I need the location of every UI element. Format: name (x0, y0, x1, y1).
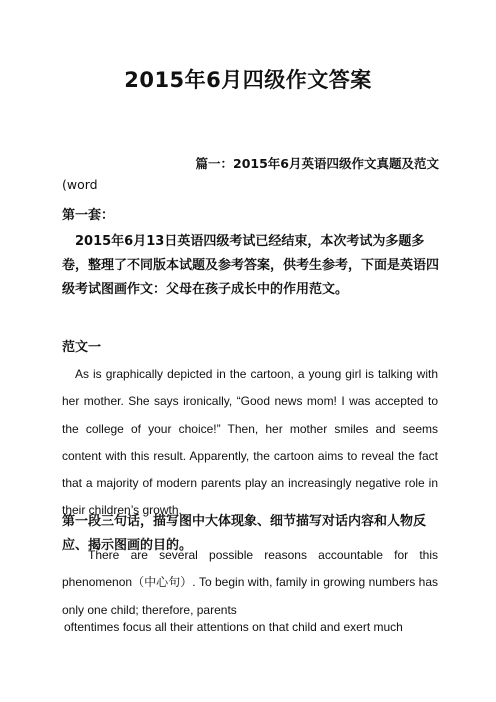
sample-label: 范文一 (62, 340, 102, 355)
sample-paragraph-3: oftentimes focus all their attentions on that child and exert much (64, 620, 403, 634)
set-label: 第一套： (62, 208, 115, 223)
section-heading-continuation: (word (62, 177, 98, 192)
intro-paragraph: 2015年6月13日英语四级考试已经结束，本次考试为多题多卷，整理了不同版本试题及参考答案，供考生参考，下面是英语四级考试图画作文：父母在孩子成长中的作用范文。 (62, 234, 440, 297)
sample-paragraph-2: There are several possible reasons accountable for this phenomenon（中心句）. To begin with, family in growing numbers has only one child; therefore, parents (62, 548, 438, 617)
section-heading: 篇一：2015年6月英语四级作文真题及范文 (195, 156, 439, 171)
sample-paragraph-1: As is graphically depicted in the cartoon, a young girl is talking with her mother. She says ironically, “Good news mom! I was accepted to the college of your choice!” Then, her mother smiles and seems content with this result. Apparently, the cartoon aims to reveal the fact that a majority of modern parents play an increasingly negative role in their children’s growth. (62, 367, 438, 518)
paragraph-note: 第一段三句话，描写图中大体现象、细节描写对话内容和人物反应、揭示图画的目的。 (62, 514, 427, 553)
document-title: 2015年6月四级作文答案 (124, 68, 372, 92)
